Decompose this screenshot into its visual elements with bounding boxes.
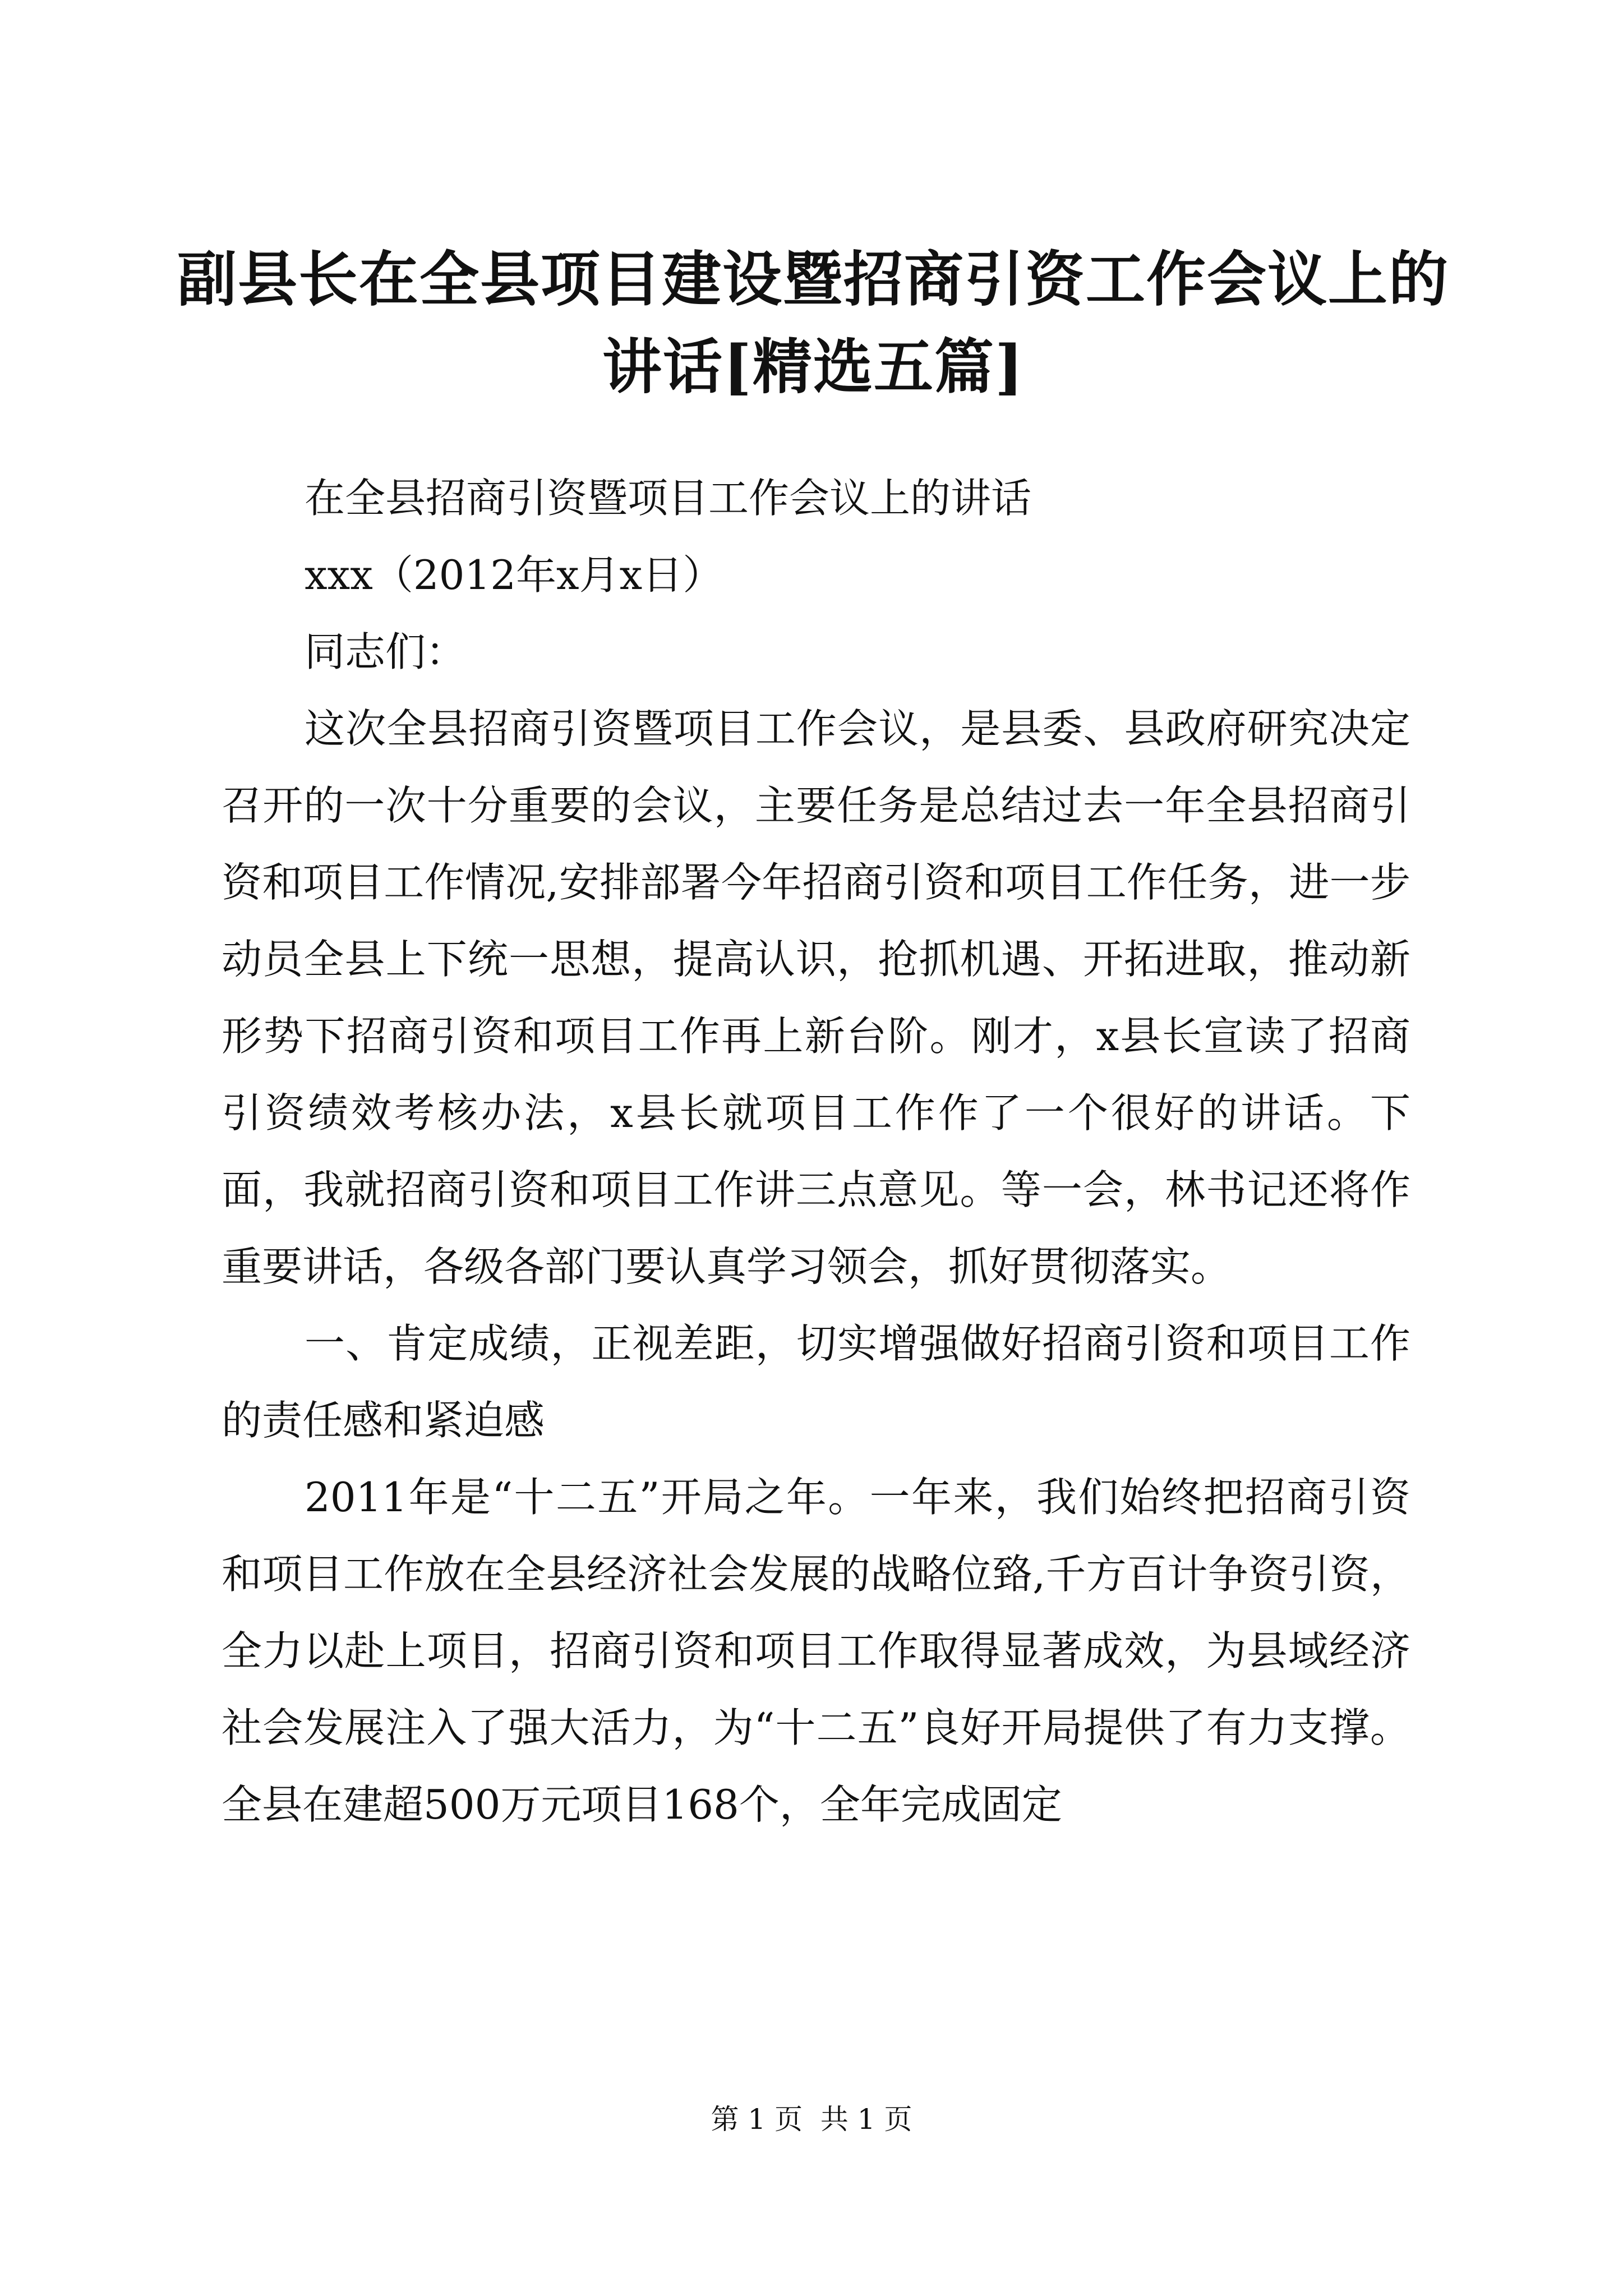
speaker-date-line: xxx（2012年x月x日） — [305, 551, 723, 599]
document-title: 副县长在全县项目建设暨招商引资工作会议上的讲话[精选五篇] — [177, 244, 1449, 402]
document-body — [222, 460, 1410, 1843]
speech-subtitle: 在全县招商引资暨项目工作会议上的讲话 — [305, 475, 1032, 522]
section-1-paragraph: 2011年是“十二五”开局之年。一年来，我们始终把招商引资和项目工作放在全县经济社会发展的战略位臵,千方百计争资引资，全力以赴上项目，招商引资和项目工作取得显著成效，为县域经济社会发展注入了强大活力，为“十二五”良好开局提供了有力支撑。全县在建超500万元项目168个，全年完成固定 — [222, 1474, 1410, 1828]
page-number-label: 第 1 页 共 1 页 — [711, 2103, 912, 2136]
page-footer — [0, 2102, 1623, 2136]
section-heading-1: 一、肯定成绩，正视差距，切实增强做好招商引资和项目工作的责任感和紧迫感 — [222, 1320, 1410, 1444]
intro-paragraph: 这次全县招商引资暨项目工作会议，是县委、县政府研究决定召开的一次十分重要的会议，主要任务是总结过去一年全县招商引资和项目工作情况,安排部署今年招商引资和项目工作任务，进一步动员全县上下统一思想，提高认识，抢抓机遇、开拓进取，推动新形势下招商引资和项目工作再上新台阶。刚才，x县长宣读了招商引资绩效考核办法，x县长就项目工作作了一个很好的讲话。下面，我就招商引资和项目工作讲三点意见。等一会，林书记还将作重要讲话，各级各部门要认真学习领会，抓好贯彻落实。 — [222, 705, 1410, 1290]
salutation: 同志们： — [305, 628, 467, 675]
